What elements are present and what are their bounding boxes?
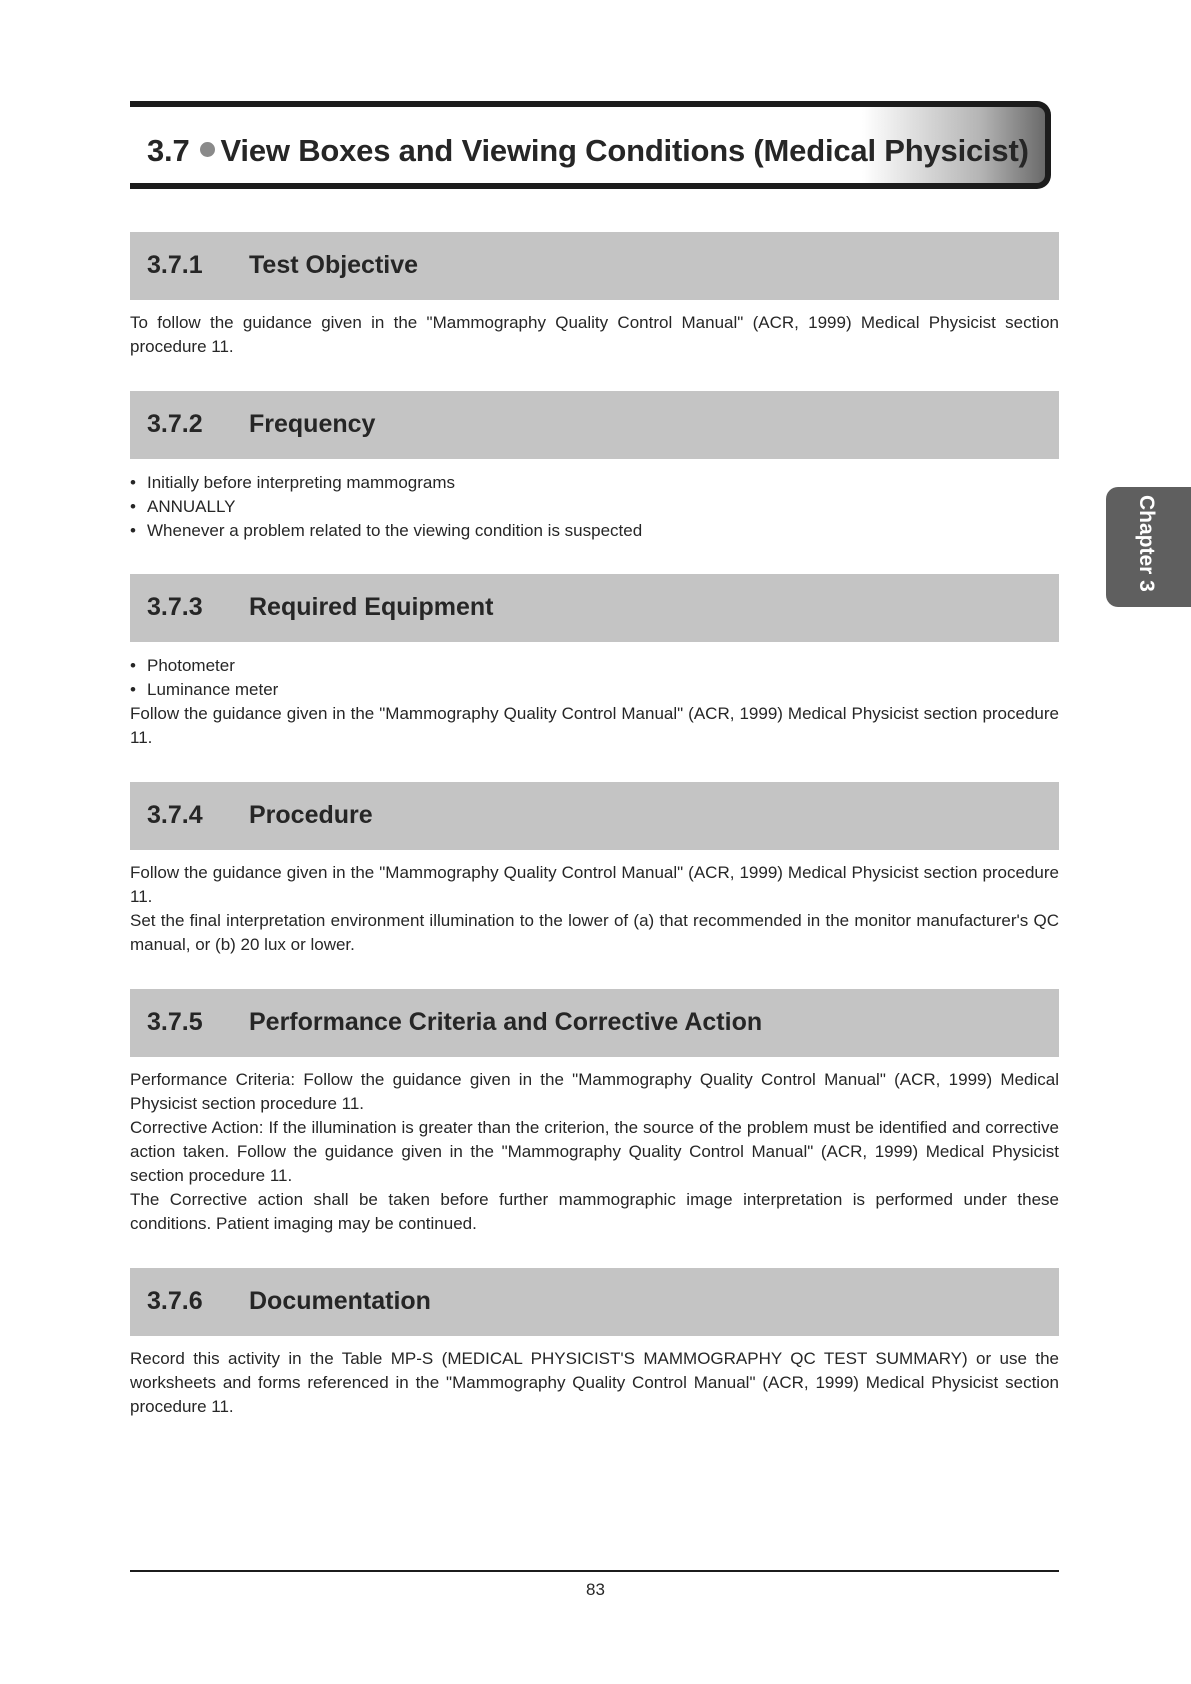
subsection-number: 3.7.6 xyxy=(147,1287,203,1315)
list-item-text: Initially before interpreting mammograms xyxy=(147,473,456,492)
list-item-text: ANNUALLY xyxy=(147,497,236,516)
subsection-title: Performance Criteria and Corrective Action xyxy=(249,1008,763,1036)
chapter-tab-label: Chapter 3 xyxy=(1135,495,1158,592)
chapter-tab xyxy=(1106,487,1191,607)
subsection-title: Documentation xyxy=(249,1287,431,1315)
subsection-title: Test Objective xyxy=(249,251,419,279)
section-title-text: View Boxes and Viewing Conditions (Medical Physicist) xyxy=(220,133,1029,168)
section-title xyxy=(147,133,1029,169)
subsection-number: 3.7.3 xyxy=(147,593,203,621)
subsection-header-test-objective xyxy=(130,232,1059,300)
page-number: 83 xyxy=(586,1580,605,1599)
list-item-text: Photometer xyxy=(147,656,235,675)
footer-divider xyxy=(130,1570,1059,1572)
subsection-number: 3.7.1 xyxy=(147,251,203,279)
paragraph: Performance Criteria: Follow the guidance given in the "Mammography Quality Control Manual" (ACR, 1999) Medical Physicist section procedure 11. xyxy=(130,1070,1059,1113)
paragraph: Corrective Action: If the illumination is greater than the criterion, the source of the problem must be identified and corrective action taken. Follow the guidance given in the "Mammography Quality Control Manual" (ACR, 1999) Medical Physicist section procedure 11. xyxy=(130,1118,1059,1185)
paragraph: The Corrective action shall be taken before further mammographic image interpretation is performed under these conditions. Patient imaging may be continued. xyxy=(130,1190,1059,1233)
list-item xyxy=(130,519,642,543)
subsection-number: 3.7.5 xyxy=(147,1008,203,1036)
bullet-dot-icon xyxy=(200,142,215,157)
bullet-icon: • xyxy=(130,497,136,516)
subsection-header-documentation xyxy=(130,1268,1059,1336)
list-item xyxy=(130,654,235,678)
subsection-header-procedure xyxy=(130,782,1059,850)
subsection-header-performance-criteria xyxy=(130,989,1059,1057)
paragraph: Record this activity in the Table MP-S (MEDICAL PHYSICIST'S MAMMOGRAPHY QC TEST SUMMARY) or use the worksheets and forms referenced in the "Mammography Quality Control Manual" (ACR, 1999) Medical Physicist section procedure 11. xyxy=(130,1349,1059,1416)
paragraph: Set the final interpretation environment illumination to the lower of (a) that recommended in the monitor manufacturer's QC manual, or (b) 20 lux or lower. xyxy=(130,911,1059,954)
subsection-header-frequency xyxy=(130,391,1059,459)
list-item xyxy=(130,495,236,519)
section-title-number: 3.7 xyxy=(147,133,190,168)
list-item-text: Luminance meter xyxy=(147,680,279,699)
subsection-number: 3.7.2 xyxy=(147,410,203,438)
list-item xyxy=(130,678,278,702)
subsection-title: Required Equipment xyxy=(249,593,494,621)
paragraph: To follow the guidance given in the "Mammography Quality Control Manual" (ACR, 1999) Medical Physicist section procedure 11. xyxy=(130,313,1059,356)
paragraph: Follow the guidance given in the "Mammography Quality Control Manual" (ACR, 1999) Medical Physicist section procedure 11. xyxy=(130,704,1059,747)
list-item-text: Whenever a problem related to the viewing condition is suspected xyxy=(147,521,643,540)
bullet-icon: • xyxy=(130,680,136,699)
paragraph: Follow the guidance given in the "Mammography Quality Control Manual" (ACR, 1999) Medical Physicist section procedure 11. xyxy=(130,863,1059,906)
subsection-title: Procedure xyxy=(249,801,373,829)
bullet-icon: • xyxy=(130,473,136,492)
bullet-icon: • xyxy=(130,656,136,675)
subsection-title: Frequency xyxy=(249,410,376,438)
list-item xyxy=(130,471,455,495)
subsection-header-required-equipment xyxy=(130,574,1059,642)
subsection-number: 3.7.4 xyxy=(147,801,203,829)
bullet-icon: • xyxy=(130,521,136,540)
chapter-section-header xyxy=(130,101,1051,189)
